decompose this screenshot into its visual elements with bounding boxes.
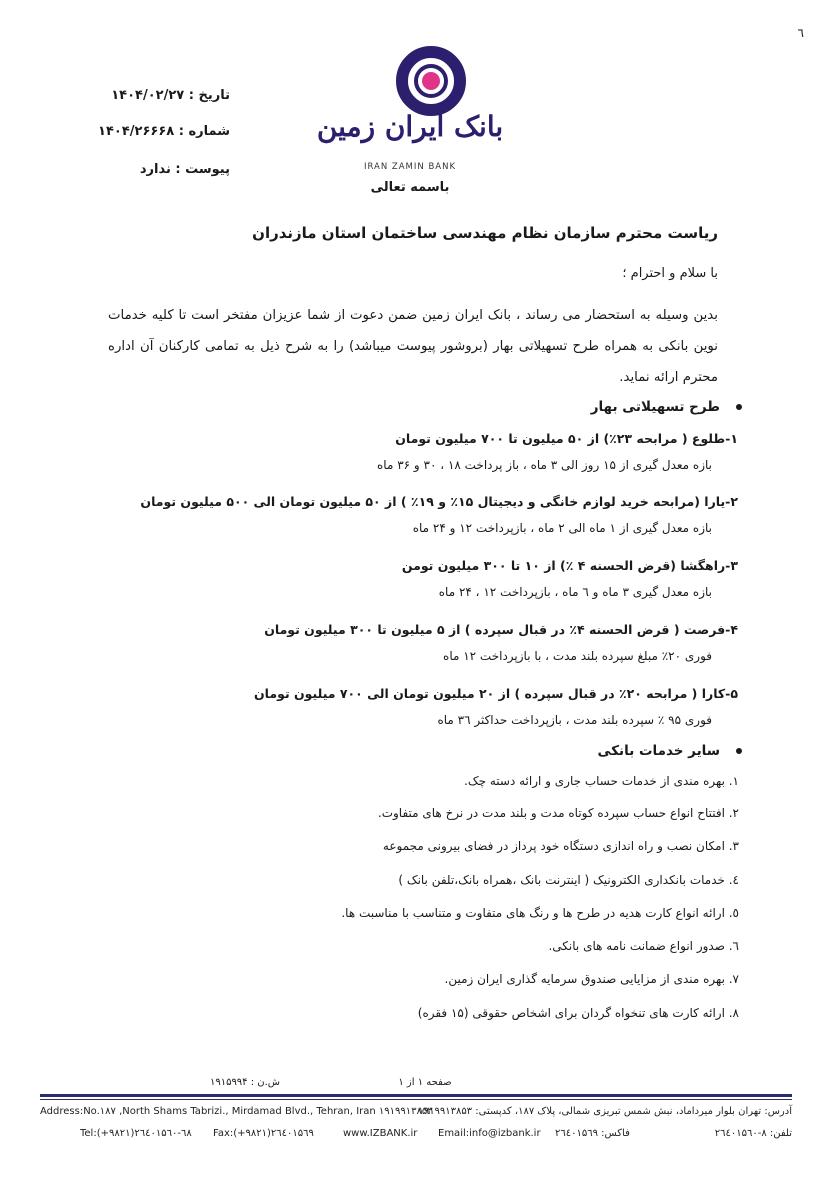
services-title-text: سایر خدمات بانکی (597, 743, 720, 759)
tel-en: Tel:(+۹۸۲۱)۲٦٤۰۱۵٦۰-٦۸ (80, 1128, 192, 1139)
plan-title: ۴-فرصت ( قرض الحسنه ۴٪ در قبال سپرده ) از ۵ میلیون تا ۳۰۰ میلیون تومان (264, 622, 738, 637)
plan-title: ۱-طلوع ( مرابحه ۲۳٪) از ۵۰ میلیون تا ۷۰۰ میلیون تومان (395, 431, 738, 446)
service-item: ۳. امکان نصب و راه اندازی دستگاه خود پرداز در فضای بیرونی مجموعه (382, 839, 739, 853)
number-line (100, 124, 230, 139)
plan-title: ۲-یارا (مرابحه خرید لوازم خانگی و دیجیتال ۱۵٪ و ۱۹٪ ) از ۵۰ میلیون تومان الی ۵۰۰ میلیون تومان (140, 494, 738, 509)
number-label: شماره : (178, 124, 230, 139)
number-value: ۱۴۰۴/۲۶۶۶۸ (98, 124, 175, 139)
plan-detail: بازه معدل گیری ۳ ماه و ٦ ماه ، بازپرداخت ۱۲ ، ۲۴ ماه (438, 585, 712, 599)
registration-number: ش.ن : ۱۹۱۵۹۹۴ (209, 1077, 281, 1088)
service-item: ۲. افتتاح انواع حساب سپرده کوتاه مدت و بلند مدت در نرخ های متفاوت. (377, 806, 739, 820)
footer-divider (40, 1094, 792, 1097)
service-item: ٤. خدمات بانکداری الکترونیک ( اینترنت بانک ،همراه بانک،تلفن بانک ) (398, 873, 739, 887)
plan-title: ۵-کارا ( مرابحه ۲۰٪ در قبال سپرده ) از ۲۰ میلیون تومان الی ۷۰۰ میلیون تومان (254, 686, 738, 701)
fax-en: Fax:(+۹۸۲۱)۲٦٤۰۱۵٦۹ (213, 1128, 314, 1139)
attachment-label: پیوست : (175, 162, 230, 177)
plans-title-text: طرح تسهیلاتی بهار (590, 399, 720, 415)
service-item: ۸. ارائه کارت های تنخواه گردان برای اشخاص حقوقی (۱۵ فقره) (417, 1006, 739, 1020)
service-item: ٦. صدور انواع ضمانت نامه های بانکی. (548, 939, 739, 953)
services-section-title (598, 743, 742, 759)
brand-name-fa: بانک ایران زمین (316, 110, 504, 143)
date-label: تاریخ : (188, 88, 230, 103)
page-number: صفحه ۱ از ۱ (398, 1077, 452, 1088)
bank-logo-icon (395, 45, 467, 117)
plans-section-title (591, 399, 742, 415)
service-item: ٥. ارائه انواع کارت هدیه در طرح ها و رنگ های متفاوت و متناسب با مناسبت ها. (341, 906, 739, 920)
service-item: ۷. بهره مندی از مزایایی صندوق سرمایه گذاری ایران زمین. (444, 972, 739, 986)
brand-name-en: IRAN ZAMIN BANK (363, 162, 457, 172)
attachment-value: ندارد (139, 162, 171, 177)
plan-detail: بازه معدل گیری از ۱۵ روز الی ۳ ماه ، باز پرداخت ۱۸ ، ۳۰ و ۳۶ ماه (377, 458, 712, 472)
address-en: Address:No.۱۸۷ ,North Shams Tabrizi., Mirdamad Blvd., Tehran, Iran ۱۹۱۹۹۱۳۸۵۳ (40, 1106, 433, 1117)
addressee: ریاست محترم سازمان نظام مهندسی ساختمان استان مازندران (252, 224, 718, 242)
corner-mark: ٦ (797, 26, 804, 40)
attachment-line (100, 162, 230, 177)
date-line (100, 88, 230, 103)
date-value: ۱۴۰۴/۰۲/۲۷ (111, 88, 185, 103)
service-item: ۱. بهره مندی از خدمات حساب جاری و ارائه دسته چک. (464, 774, 739, 788)
bullet-icon (736, 404, 742, 410)
bullet-icon (736, 748, 742, 754)
email-link[interactable]: Email:info@izbank.ir (438, 1128, 541, 1139)
plan-detail: فوری ۲۰٪ مبلغ سپرده بلند مدت ، با بازپرداخت ۱۲ ماه (443, 649, 712, 663)
intro-paragraph: بدین وسیله به استحضار می رساند ، بانک ایران زمین ضمن دعوت از شما عزیزان مفتخر است تا کلیه خدمات نوین بانکی به همراه طرح تسهیلاتی بهار (بروشور پیوست میباشد) را به شرح ذیل به تمامی کارکنان آن اداره محترم ارائه نماید. (108, 308, 718, 385)
footer-divider (40, 1099, 792, 1100)
greeting: با سلام و احترام ؛ (622, 266, 718, 281)
fax-fa: فاکس: ۲٦٤۰۱۵٦۹ (555, 1128, 630, 1139)
address-fa: آدرس: تهران بلوار میرداماد، نبش شمس تبریزی شمالی، پلاک ۱۸۷، کدپستی: ۱۹۱۹۹۱۳۸۵۳ (418, 1106, 792, 1117)
plan-detail: فوری ۹۵ ٪ سپرده بلند مدت ، بازپرداخت حداکثر ۳٦ ماه (437, 713, 712, 727)
plan-title: ۳-راهگشا (قرض الحسنه ۴ ٪) از ۱۰ تا ۳۰۰ میلیون تومن (401, 558, 738, 573)
website-link[interactable]: www.IZBANK.ir (343, 1128, 418, 1139)
bismillah: باسمه تعالی (370, 180, 450, 195)
tel-fa: تلفن: ۸-۲٦٤۰۱۵٦۰ (714, 1128, 792, 1139)
plan-detail: بازه معدل گیری از ۱ ماه الی ۲ ماه ، بازپرداخت ۱۲ و ۲۴ ماه (412, 521, 712, 535)
